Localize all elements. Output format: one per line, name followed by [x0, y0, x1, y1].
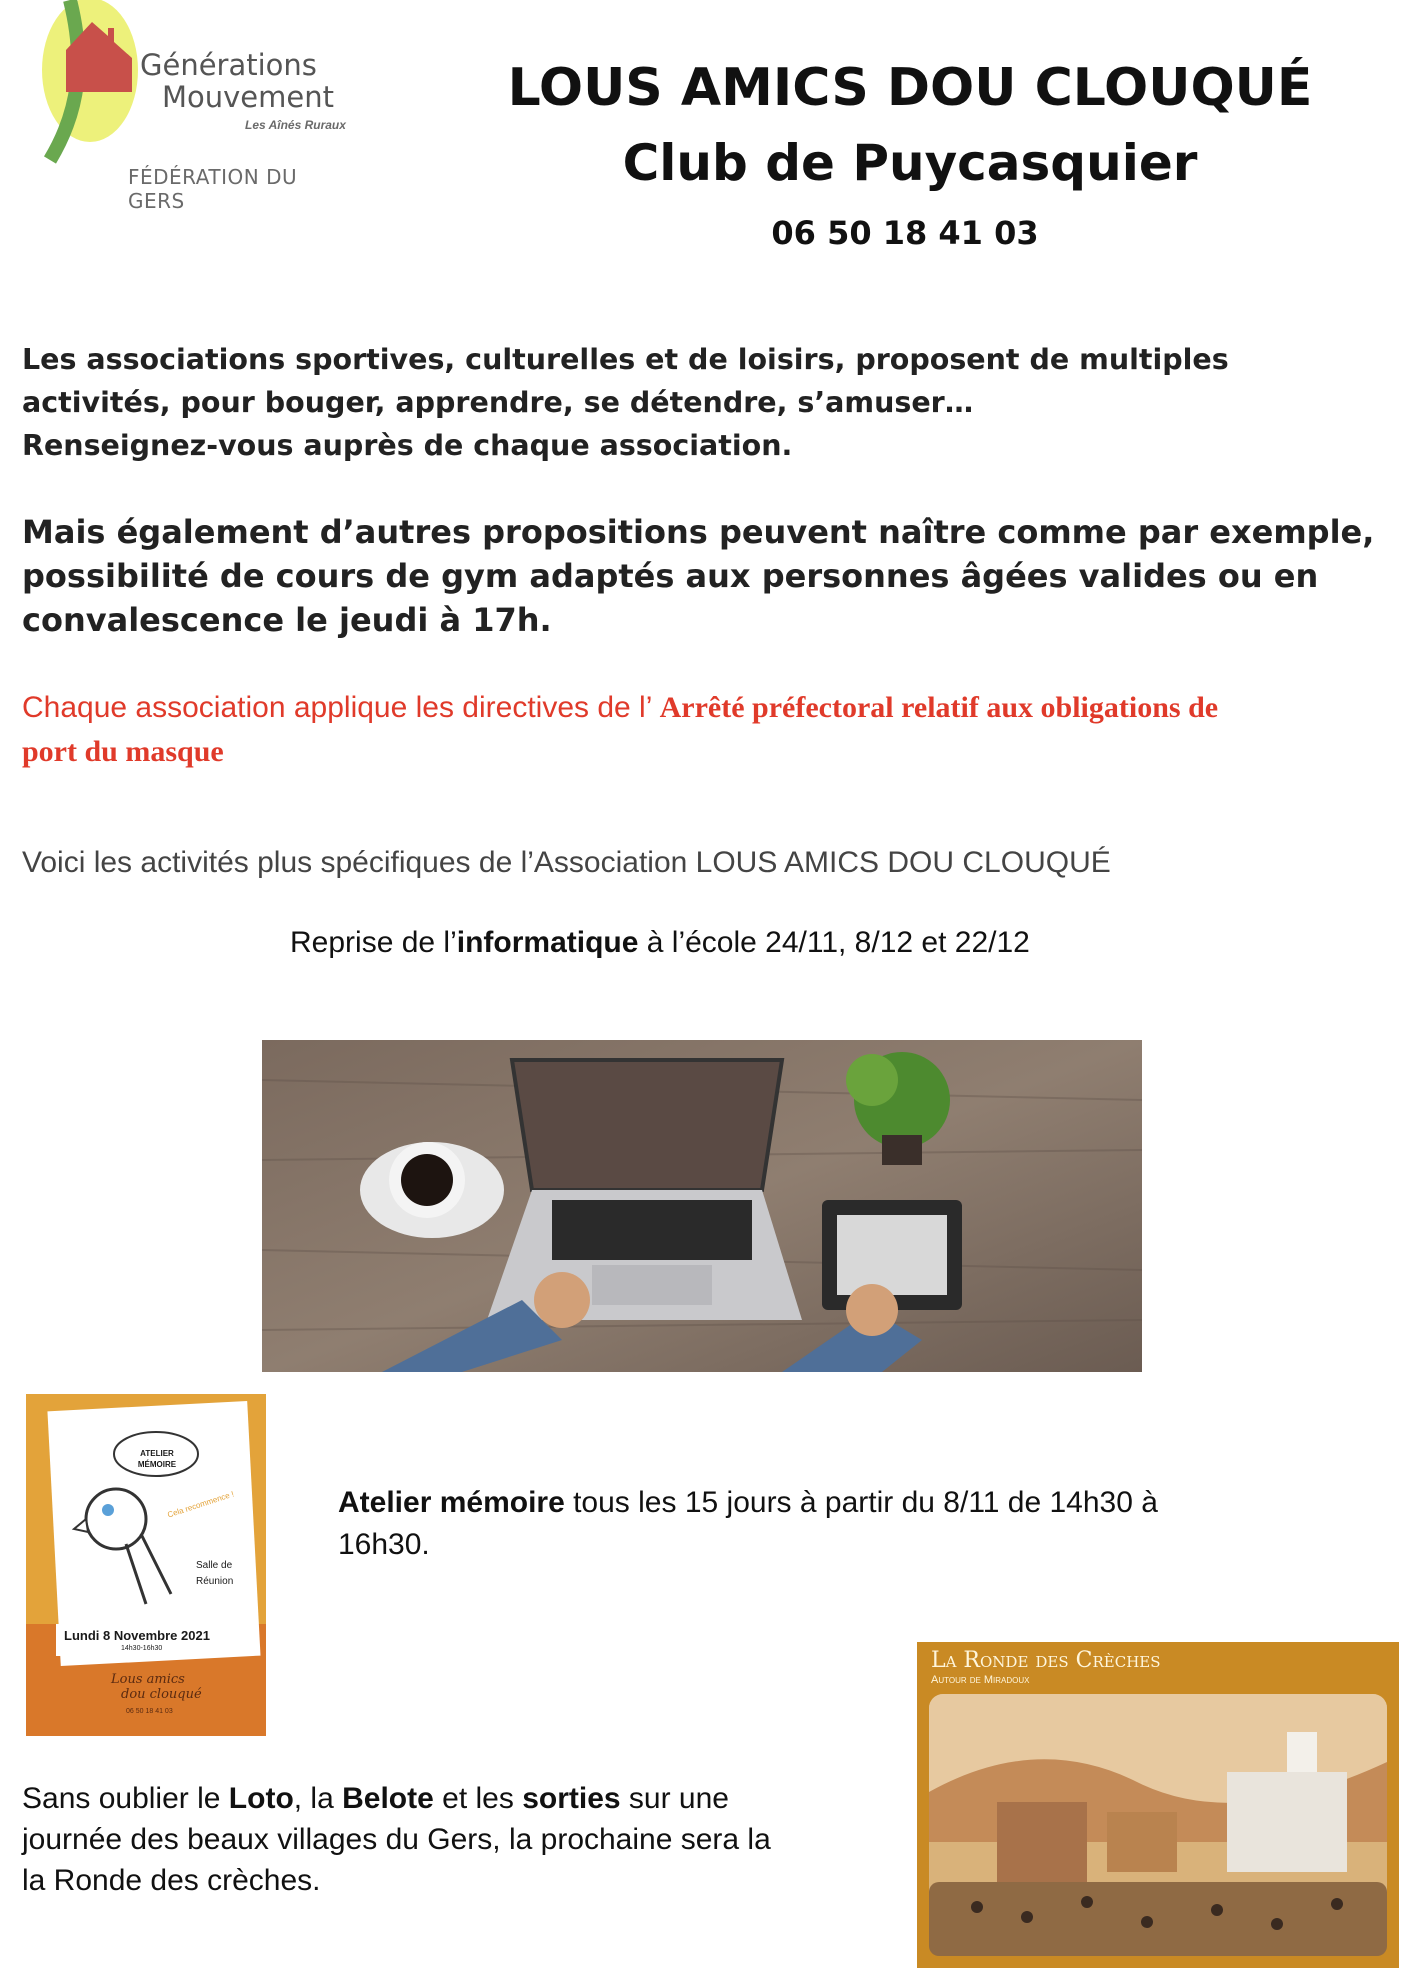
belote-bold: Belote	[342, 1782, 434, 1815]
sans-text: , la	[293, 1782, 343, 1815]
poster-signature: dou clouqué	[121, 1687, 202, 1702]
club-title: LOUS AMICS DOU CLOUQUÉ	[507, 58, 1313, 118]
logo-text-federation: FÉDÉRATION DU GERS	[128, 165, 298, 213]
sans-text: et les	[433, 1782, 523, 1815]
gym-line: possibilité de cours de gym adaptés aux personnes âgées valides ou en	[22, 557, 1319, 595]
poster-bubble-line1: ATELIER	[140, 1449, 174, 1458]
creche-title: La Ronde des Crèches	[931, 1648, 1161, 1673]
logo-text-aines: Les Aînés Ruraux	[245, 118, 346, 132]
sans-line: journée des beaux villages du Gers, la prochaine sera la	[22, 1823, 771, 1856]
gym-paragraph	[22, 510, 1402, 642]
generations-mouvement-logo	[30, 0, 360, 213]
club-subtitle: Club de Puycasquier	[622, 134, 1198, 192]
logo-text-mouvement: Mouvement	[162, 80, 334, 114]
poster-signature: Lous amics	[111, 1672, 185, 1687]
poster-time: 14h30-16h30	[121, 1645, 163, 1652]
ronde-des-creches-photo	[917, 1642, 1399, 1968]
atelier-memoire-poster	[26, 1394, 266, 1736]
sans-line: la Ronde des crèches.	[22, 1864, 321, 1897]
informatique-dates: à l’école 24/11, 8/12 et 22/12	[638, 926, 1030, 959]
sans-text: sur une	[620, 1782, 729, 1815]
informatique-bold: informatique	[456, 926, 639, 959]
informatique-line	[290, 926, 1030, 960]
club-phone: 06 50 18 41 03	[771, 214, 1039, 252]
laptop-desk-icon	[262, 1040, 1142, 1372]
sorties-bold: sorties	[522, 1782, 621, 1815]
gym-line: convalescence le jeudi à 17h.	[22, 601, 552, 639]
activities-intro: Voici les activités plus spécifiques de l’Association LOUS AMICS DOU CLOUQUÉ	[22, 846, 1111, 879]
gym-line: Mais également d’autres propositions peuvent naître comme par exemple,	[22, 513, 1375, 551]
intro-paragraph	[22, 338, 1402, 467]
atelier-bold: Atelier mémoire	[338, 1486, 565, 1519]
intro-line: Renseignez-vous auprès de chaque association.	[22, 429, 793, 462]
logo-text-generations: Générations	[140, 48, 317, 82]
intro-line: Les associations sportives, culturelles et de loisirs, proposent de multiples	[22, 343, 1229, 376]
laptop-photo	[262, 1040, 1142, 1372]
creche-scene-icon	[917, 1642, 1399, 1968]
mask-arrete-link: Arrêté préfectoral relatif aux obligations de	[659, 691, 1219, 724]
poster-tagline: Cela recommence !	[166, 1489, 236, 1520]
poster-bubble-line2: MÉMOIRE	[137, 1460, 177, 1469]
loto-bold: Loto	[228, 1782, 294, 1815]
mask-prefix: Chaque association applique les directives de l’	[22, 691, 660, 724]
mask-notice	[22, 686, 1402, 774]
informatique-prefix: Reprise de l’	[290, 926, 457, 959]
poster-room: Réunion	[196, 1576, 234, 1587]
mask-arrete-line2: port du masque	[22, 735, 224, 768]
poster-date: Lundi 8 Novembre 2021	[64, 1628, 210, 1643]
intro-line: activités, pour bouger, apprendre, se détendre, s’amuser…	[22, 386, 974, 419]
poster-room: Salle de	[196, 1560, 233, 1571]
poster-phone: 06 50 18 41 03	[126, 1708, 173, 1715]
creche-subtitle: Autour de Miradoux	[931, 1674, 1030, 1686]
other-activities-text	[22, 1778, 902, 1901]
atelier-rest: tous les 15 jours à partir du 8/11 de 14h30 à	[564, 1486, 1158, 1519]
sans-text: Sans oublier le	[22, 1782, 229, 1815]
atelier-rest: 16h30.	[338, 1528, 430, 1561]
atelier-memoire-text	[338, 1482, 1298, 1566]
